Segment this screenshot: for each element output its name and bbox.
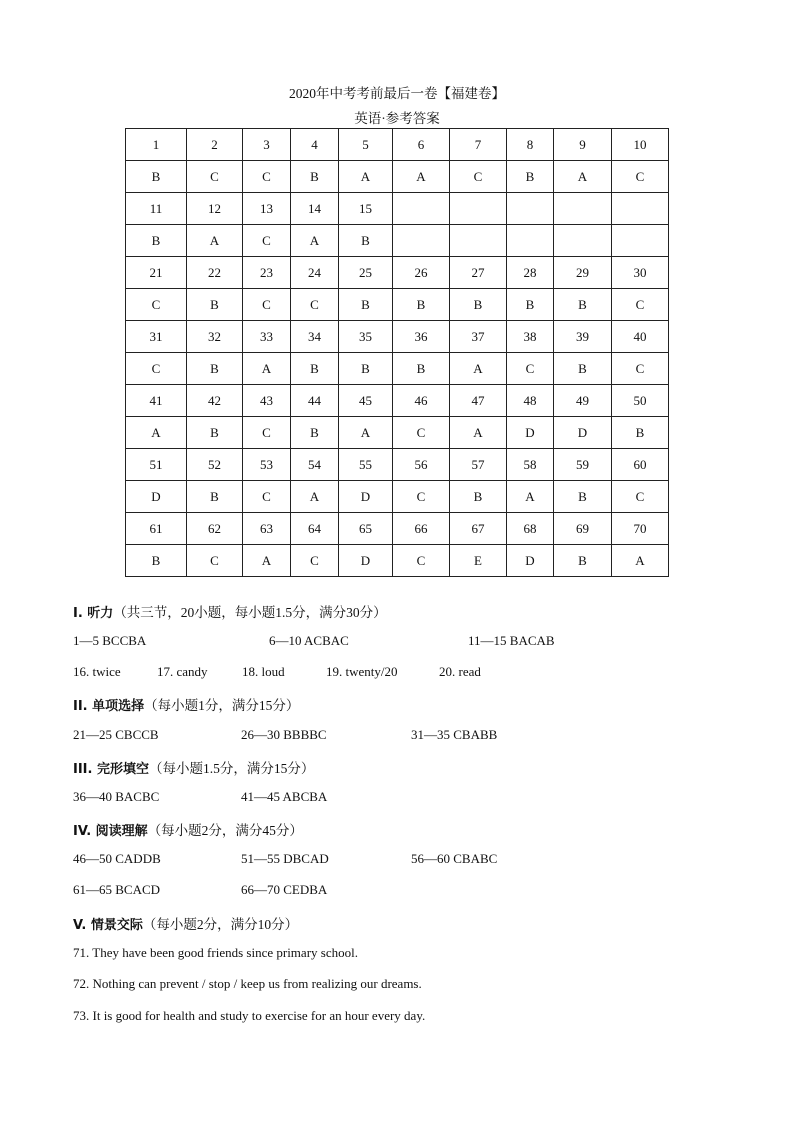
question-number-cell: 58 bbox=[507, 449, 554, 481]
question-number-row bbox=[126, 449, 669, 481]
question-number-cell: 65 bbox=[339, 513, 393, 545]
answer-cell: C bbox=[187, 161, 243, 193]
question-number-cell: 31 bbox=[126, 321, 187, 353]
answer-cell: B bbox=[450, 289, 507, 321]
question-number-cell: 29 bbox=[554, 257, 612, 289]
answer-cell: C bbox=[612, 353, 669, 385]
question-number-cell: 46 bbox=[393, 385, 450, 417]
answer-cell: B bbox=[339, 353, 393, 385]
answer-cell: A bbox=[243, 353, 291, 385]
answer-group: 66—70 CEDBA bbox=[241, 882, 328, 897]
answer-cell: A bbox=[507, 481, 554, 513]
answer-item: 18. loud bbox=[242, 664, 285, 679]
answer-cell: C bbox=[291, 289, 339, 321]
answer-group: 26—30 BBBBC bbox=[241, 727, 327, 742]
answer-cell: D bbox=[507, 545, 554, 577]
question-number-cell: 13 bbox=[243, 193, 291, 225]
question-number-cell: 1 bbox=[126, 129, 187, 161]
answer-cell: A bbox=[450, 353, 507, 385]
answer-cell: A bbox=[243, 545, 291, 577]
document-title: 2020年中考考前最后一卷【福建卷】 bbox=[289, 86, 505, 101]
answer-cell: D bbox=[339, 545, 393, 577]
answer-group: 51—55 DBCAD bbox=[241, 851, 329, 866]
question-number-row bbox=[126, 193, 669, 225]
question-number-cell: 10 bbox=[612, 129, 669, 161]
answer-cell: D bbox=[126, 481, 187, 513]
answer-cell: A bbox=[126, 417, 187, 449]
answer-cell: A bbox=[612, 545, 669, 577]
reading-answers-row-1 bbox=[73, 851, 754, 869]
answer-cell bbox=[612, 225, 669, 257]
question-number-row bbox=[126, 513, 669, 545]
answer-key-table bbox=[125, 128, 669, 577]
question-number-cell bbox=[450, 193, 507, 225]
situational-answer-71: 71. They have been good friends since primary school. bbox=[73, 945, 358, 960]
listening-answers-row-2 bbox=[73, 664, 754, 682]
question-number-cell: 52 bbox=[187, 449, 243, 481]
answer-cell bbox=[450, 225, 507, 257]
question-number-cell: 2 bbox=[187, 129, 243, 161]
answer-cell: A bbox=[291, 481, 339, 513]
listening-answers-row-1 bbox=[73, 633, 754, 651]
question-number-row bbox=[126, 385, 669, 417]
answer-group: 1—5 BCCBA bbox=[73, 633, 147, 648]
question-number-cell: 48 bbox=[507, 385, 554, 417]
answer-cell: B bbox=[612, 417, 669, 449]
question-number-cell: 32 bbox=[187, 321, 243, 353]
question-number-cell: 42 bbox=[187, 385, 243, 417]
question-number-cell: 24 bbox=[291, 257, 339, 289]
answer-cell: B bbox=[554, 481, 612, 513]
question-number-cell: 60 bbox=[612, 449, 669, 481]
question-number-cell: 55 bbox=[339, 449, 393, 481]
question-number-cell: 12 bbox=[187, 193, 243, 225]
answer-cell: A bbox=[554, 161, 612, 193]
answer-row bbox=[126, 225, 669, 257]
question-number-cell: 28 bbox=[507, 257, 554, 289]
section-listening-heading: I. 听力（共三节，20小题，每小题1.5分，满分30分） bbox=[73, 605, 387, 621]
answer-cell: B bbox=[126, 161, 187, 193]
question-number-cell: 59 bbox=[554, 449, 612, 481]
question-number-cell: 50 bbox=[612, 385, 669, 417]
answer-cell: D bbox=[507, 417, 554, 449]
cloze-answers bbox=[73, 789, 754, 807]
answer-cell: C bbox=[243, 161, 291, 193]
answer-cell: C bbox=[393, 417, 450, 449]
question-number-cell: 41 bbox=[126, 385, 187, 417]
answer-cell: E bbox=[450, 545, 507, 577]
question-number-cell: 43 bbox=[243, 385, 291, 417]
question-number-row bbox=[126, 257, 669, 289]
question-number-cell: 23 bbox=[243, 257, 291, 289]
question-number-row bbox=[126, 129, 669, 161]
question-number-cell: 38 bbox=[507, 321, 554, 353]
question-number-cell: 33 bbox=[243, 321, 291, 353]
answer-cell: C bbox=[243, 481, 291, 513]
answer-item: 19. twenty/20 bbox=[326, 664, 398, 679]
answer-group: 31—35 CBABB bbox=[411, 727, 498, 742]
answer-item: 16. twice bbox=[73, 664, 121, 679]
situational-answer-73: 73. It is good for health and study to exercise for an hour every day. bbox=[73, 1008, 426, 1023]
answer-row bbox=[126, 545, 669, 577]
question-number-cell: 4 bbox=[291, 129, 339, 161]
answer-row bbox=[126, 481, 669, 513]
answer-group: 36—40 BACBC bbox=[73, 789, 160, 804]
answer-cell: C bbox=[291, 545, 339, 577]
question-number-cell: 3 bbox=[243, 129, 291, 161]
question-number-cell: 53 bbox=[243, 449, 291, 481]
answer-cell: A bbox=[339, 417, 393, 449]
document-subtitle: 英语·参考答案 bbox=[354, 111, 440, 126]
reading-answers-row-2 bbox=[73, 882, 754, 900]
question-number-cell: 34 bbox=[291, 321, 339, 353]
answer-group: 61—65 BCACD bbox=[73, 882, 161, 897]
answer-item: 17. candy bbox=[157, 664, 208, 679]
question-number-cell: 6 bbox=[393, 129, 450, 161]
answer-cell: B bbox=[339, 289, 393, 321]
question-number-cell: 8 bbox=[507, 129, 554, 161]
answer-cell: B bbox=[126, 225, 187, 257]
answer-cell: B bbox=[450, 481, 507, 513]
question-number-cell: 54 bbox=[291, 449, 339, 481]
answer-cell: C bbox=[612, 161, 669, 193]
answer-cell: D bbox=[339, 481, 393, 513]
question-number-cell: 49 bbox=[554, 385, 612, 417]
answer-cell: B bbox=[187, 417, 243, 449]
answer-group: 11—15 BACAB bbox=[468, 633, 555, 648]
question-number-cell: 25 bbox=[339, 257, 393, 289]
answer-cell: B bbox=[187, 481, 243, 513]
answer-cell: C bbox=[393, 545, 450, 577]
question-number-cell bbox=[554, 193, 612, 225]
answer-cell: A bbox=[450, 417, 507, 449]
answer-cell: B bbox=[291, 161, 339, 193]
answer-cell: A bbox=[291, 225, 339, 257]
answer-cell: B bbox=[291, 417, 339, 449]
answer-cell: B bbox=[187, 289, 243, 321]
answer-group: 56—60 CBABC bbox=[411, 851, 498, 866]
answer-group: 6—10 ACBAC bbox=[269, 633, 349, 648]
answer-cell: C bbox=[243, 289, 291, 321]
section-single-choice-heading: II. 单项选择（每小题1分，满分15分） bbox=[73, 698, 300, 714]
question-number-cell: 51 bbox=[126, 449, 187, 481]
question-number-cell: 35 bbox=[339, 321, 393, 353]
answer-cell: C bbox=[243, 225, 291, 257]
answer-row bbox=[126, 417, 669, 449]
answer-row bbox=[126, 289, 669, 321]
answer-cell bbox=[554, 225, 612, 257]
question-number-cell bbox=[507, 193, 554, 225]
answer-cell: A bbox=[339, 161, 393, 193]
answer-cell: C bbox=[126, 353, 187, 385]
question-number-cell: 15 bbox=[339, 193, 393, 225]
section-situational-heading: V. 情景交际（每小题2分，满分10分） bbox=[73, 917, 299, 933]
answer-cell: B bbox=[339, 225, 393, 257]
question-number-cell: 62 bbox=[187, 513, 243, 545]
answer-cell: B bbox=[126, 545, 187, 577]
situational-answer-72: 72. Nothing can prevent / stop / keep us from realizing our dreams. bbox=[73, 976, 422, 991]
answer-item: 20. read bbox=[439, 664, 481, 679]
answer-cell: B bbox=[507, 289, 554, 321]
question-number-cell: 57 bbox=[450, 449, 507, 481]
question-number-cell: 64 bbox=[291, 513, 339, 545]
question-number-cell: 40 bbox=[612, 321, 669, 353]
question-number-cell: 47 bbox=[450, 385, 507, 417]
question-number-cell: 69 bbox=[554, 513, 612, 545]
question-number-cell: 9 bbox=[554, 129, 612, 161]
question-number-cell: 7 bbox=[450, 129, 507, 161]
answer-cell: C bbox=[187, 545, 243, 577]
question-number-cell: 37 bbox=[450, 321, 507, 353]
question-number-cell: 11 bbox=[126, 193, 187, 225]
question-number-cell: 67 bbox=[450, 513, 507, 545]
question-number-cell: 5 bbox=[339, 129, 393, 161]
answer-cell: B bbox=[393, 289, 450, 321]
question-number-cell: 39 bbox=[554, 321, 612, 353]
question-number-cell bbox=[393, 193, 450, 225]
question-number-cell: 27 bbox=[450, 257, 507, 289]
question-number-row bbox=[126, 321, 669, 353]
answer-cell: B bbox=[291, 353, 339, 385]
answer-group: 41—45 ABCBA bbox=[241, 789, 328, 804]
answer-cell: C bbox=[612, 289, 669, 321]
answer-cell: B bbox=[187, 353, 243, 385]
question-number-cell: 56 bbox=[393, 449, 450, 481]
question-number-cell: 63 bbox=[243, 513, 291, 545]
question-number-cell: 30 bbox=[612, 257, 669, 289]
question-number-cell: 36 bbox=[393, 321, 450, 353]
answer-cell: C bbox=[507, 353, 554, 385]
answer-cell: C bbox=[450, 161, 507, 193]
single-choice-answers bbox=[73, 727, 754, 745]
answer-cell: B bbox=[507, 161, 554, 193]
answer-cell: A bbox=[393, 161, 450, 193]
question-number-cell bbox=[612, 193, 669, 225]
answer-cell: D bbox=[554, 417, 612, 449]
answer-cell: C bbox=[393, 481, 450, 513]
answer-group: 46—50 CADDB bbox=[73, 851, 161, 866]
question-number-cell: 61 bbox=[126, 513, 187, 545]
answer-row bbox=[126, 353, 669, 385]
answer-cell: B bbox=[554, 545, 612, 577]
question-number-cell: 44 bbox=[291, 385, 339, 417]
answer-cell: A bbox=[187, 225, 243, 257]
question-number-cell: 66 bbox=[393, 513, 450, 545]
answer-cell bbox=[393, 225, 450, 257]
answer-cell: C bbox=[126, 289, 187, 321]
question-number-cell: 14 bbox=[291, 193, 339, 225]
section-reading-heading: IV. 阅读理解（每小题2分，满分45分） bbox=[73, 823, 303, 839]
question-number-cell: 21 bbox=[126, 257, 187, 289]
question-number-cell: 45 bbox=[339, 385, 393, 417]
answer-cell bbox=[507, 225, 554, 257]
section-cloze-heading: III. 完形填空（每小题1.5分，满分15分） bbox=[73, 761, 315, 777]
answer-row bbox=[126, 161, 669, 193]
answer-cell: C bbox=[243, 417, 291, 449]
answer-group: 21—25 CBCCB bbox=[73, 727, 159, 742]
answer-cell: B bbox=[554, 353, 612, 385]
question-number-cell: 70 bbox=[612, 513, 669, 545]
answer-cell: B bbox=[393, 353, 450, 385]
question-number-cell: 22 bbox=[187, 257, 243, 289]
answer-cell: B bbox=[554, 289, 612, 321]
question-number-cell: 26 bbox=[393, 257, 450, 289]
answer-cell: C bbox=[612, 481, 669, 513]
question-number-cell: 68 bbox=[507, 513, 554, 545]
